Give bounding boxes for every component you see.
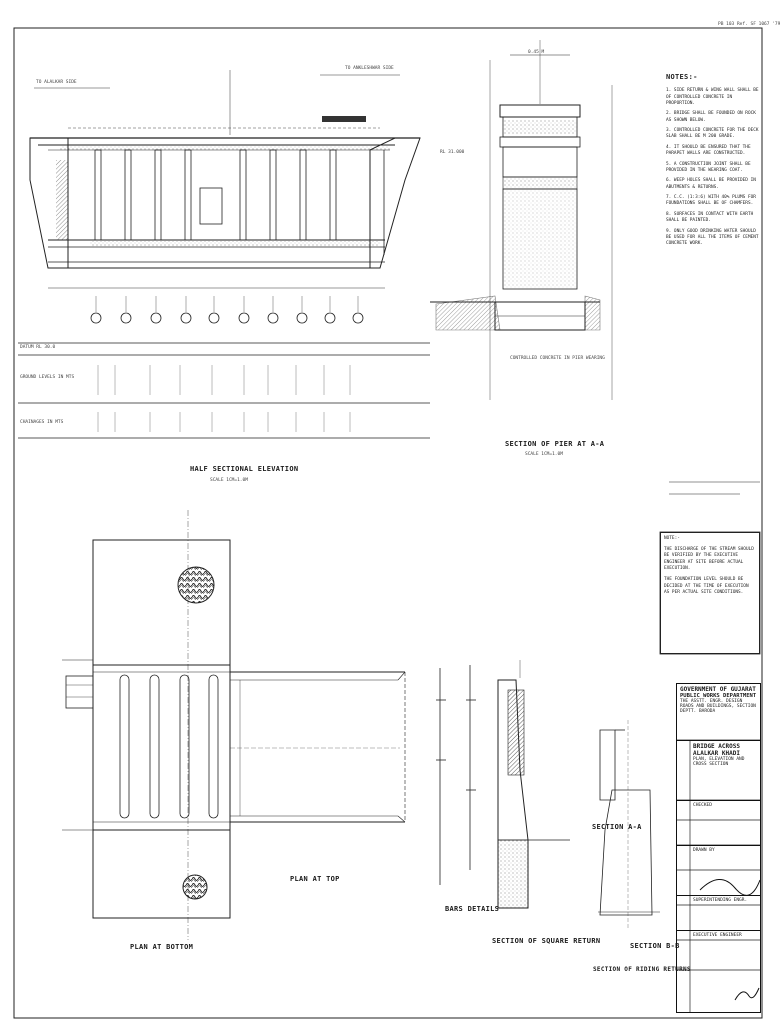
- bars-details-title: BARS DETAILS: [445, 905, 500, 913]
- general-notes: [666, 72, 762, 252]
- note-1: 1. SIDE RETURN & WING WALL SHALL BE OF CONTROLLED CONCRETE IN PROPORTION.: [666, 88, 759, 106]
- square-return-title: SECTION OF SQUARE RETURN: [492, 937, 601, 945]
- chainage-row-label: CHAINAGES IN MTS: [20, 420, 64, 425]
- se-row: SUPERINTENDING ENGR.: [677, 896, 760, 931]
- dept-name: PUBLIC WORKS DEPARTMENT: [680, 693, 757, 699]
- drawn-row: DRAWN BY: [677, 846, 760, 896]
- note-3: 3. CONTROLLED CONCRETE FOR THE DECK SLAB SHALL BE M 200 GRADE.: [666, 128, 759, 140]
- half-sectional-elevation: [30, 70, 420, 323]
- note-9: 9. ONLY GOOD DRINKING WATER SHOULD BE USED FOR ALL THE ITEMS OF CEMENT CONCRETE WORK.: [666, 228, 759, 247]
- checked-row: CHECKED: [677, 801, 760, 846]
- plan-at-bottom: [62, 510, 230, 940]
- half-sectional-elevation-title: HALF SECTIONAL ELEVATION: [190, 465, 299, 473]
- elevation-scale: SCALE 1CM=1.0M: [210, 478, 248, 483]
- datum-label: DATUM RL 30.0: [20, 345, 56, 350]
- pier-scale: SCALE 1CM=1.0M: [525, 452, 563, 457]
- notes-title: NOTES:-: [666, 73, 698, 81]
- to-alalkar-label: TO ALALKAR SIDE: [36, 80, 77, 85]
- title-block: [676, 683, 761, 1013]
- section-of-pier: [430, 40, 612, 400]
- note-4: 4. IT SHOULD BE ENSURED THAT THE PARAPET WALLS ARE CONSTRUCTED.: [666, 144, 751, 157]
- plan-top-title: PLAN AT TOP: [290, 875, 340, 883]
- note2-line-1: THE DISCHARGE OF THE STREAM SHOULD BE VERIFIED BY THE EXECUTIVE ENGINEER AT SITE BEFORE ACTUAL EXECUTION.: [664, 546, 754, 572]
- sheet-ref: PB 103 Ref. SF 1067 '79: [718, 22, 780, 27]
- note-8: 8. SURFACES IN CONTACT WITH EARTH SHALL BE PAINTED.: [666, 211, 754, 224]
- ground-level-row-label: GROUND LEVELS IN MTS: [20, 375, 75, 380]
- pier-top-dim: 0.45 M: [528, 50, 545, 55]
- note-5: 5. A CONSTRUCTION JOINT SHALL BE PROVIDED IN THE WEARING COAT.: [666, 161, 751, 173]
- org-name: GOVERNMENT OF GUJARAT: [680, 686, 756, 693]
- pier-rl: RL 31.000: [440, 150, 465, 155]
- plan-at-top: [230, 672, 405, 822]
- pier-caption: CONTROLLED CONCRETE IN PIER WEARING: [510, 356, 605, 361]
- office-line-2: ROADS AND BUILDINGS, SECTION: [680, 704, 756, 709]
- note-7: 7. C.C. (1:3:6) WITH 40% PLUMS FOR FOUNDATIONS SHALL BE OF CHAMFERS.: [666, 195, 756, 207]
- section-pier-title: SECTION OF PIER AT A-A: [505, 440, 605, 448]
- section-aa-title: SECTION A-A: [592, 823, 642, 831]
- section-of-square-return: [498, 660, 570, 908]
- ground-level-table: [18, 343, 430, 438]
- bars-details: [436, 665, 476, 885]
- note2-line-2: THE FOUNDATION LEVEL SHOULD BE DECIDED AT THE TIME OF EXECUTION AS PER ACTUAL SITE CONDITIONS.: [664, 577, 749, 596]
- office-line-3: DEPTT. BARODA: [680, 709, 716, 714]
- project-title: [677, 741, 760, 801]
- riding-returns-title: SECTION OF RIDING RETURNS: [593, 966, 691, 973]
- to-ankleshwar-label: TO ANKLESHWAR SIDE: [345, 66, 394, 71]
- section-bb-title: SECTION B-B: [630, 942, 680, 950]
- discharge-note: [660, 532, 760, 654]
- project-name: BRIDGE ACROSS ALALKAR KHADI: [693, 743, 740, 757]
- title-block-header: [677, 684, 760, 741]
- plan-bottom-title: PLAN AT BOTTOM: [130, 943, 194, 951]
- project-subtitle: PLAN, ELEVATION AND CROSS SECTION: [693, 757, 745, 767]
- note-2: 2. BRIDGE SHALL BE FOUNDED ON ROCK AS SHOWN BELOW.: [666, 111, 756, 123]
- note2-title: NOTE:-: [664, 536, 680, 541]
- ee-row: EXECUTIVE ENGINEER: [693, 933, 742, 938]
- office-line-1: THE ASSTT. ENGR. DESIGN: [680, 699, 743, 704]
- note-6: 6. WEEP HOLES SHALL BE PROVIDED IN ABUTMENTS & RETURNS.: [666, 178, 756, 190]
